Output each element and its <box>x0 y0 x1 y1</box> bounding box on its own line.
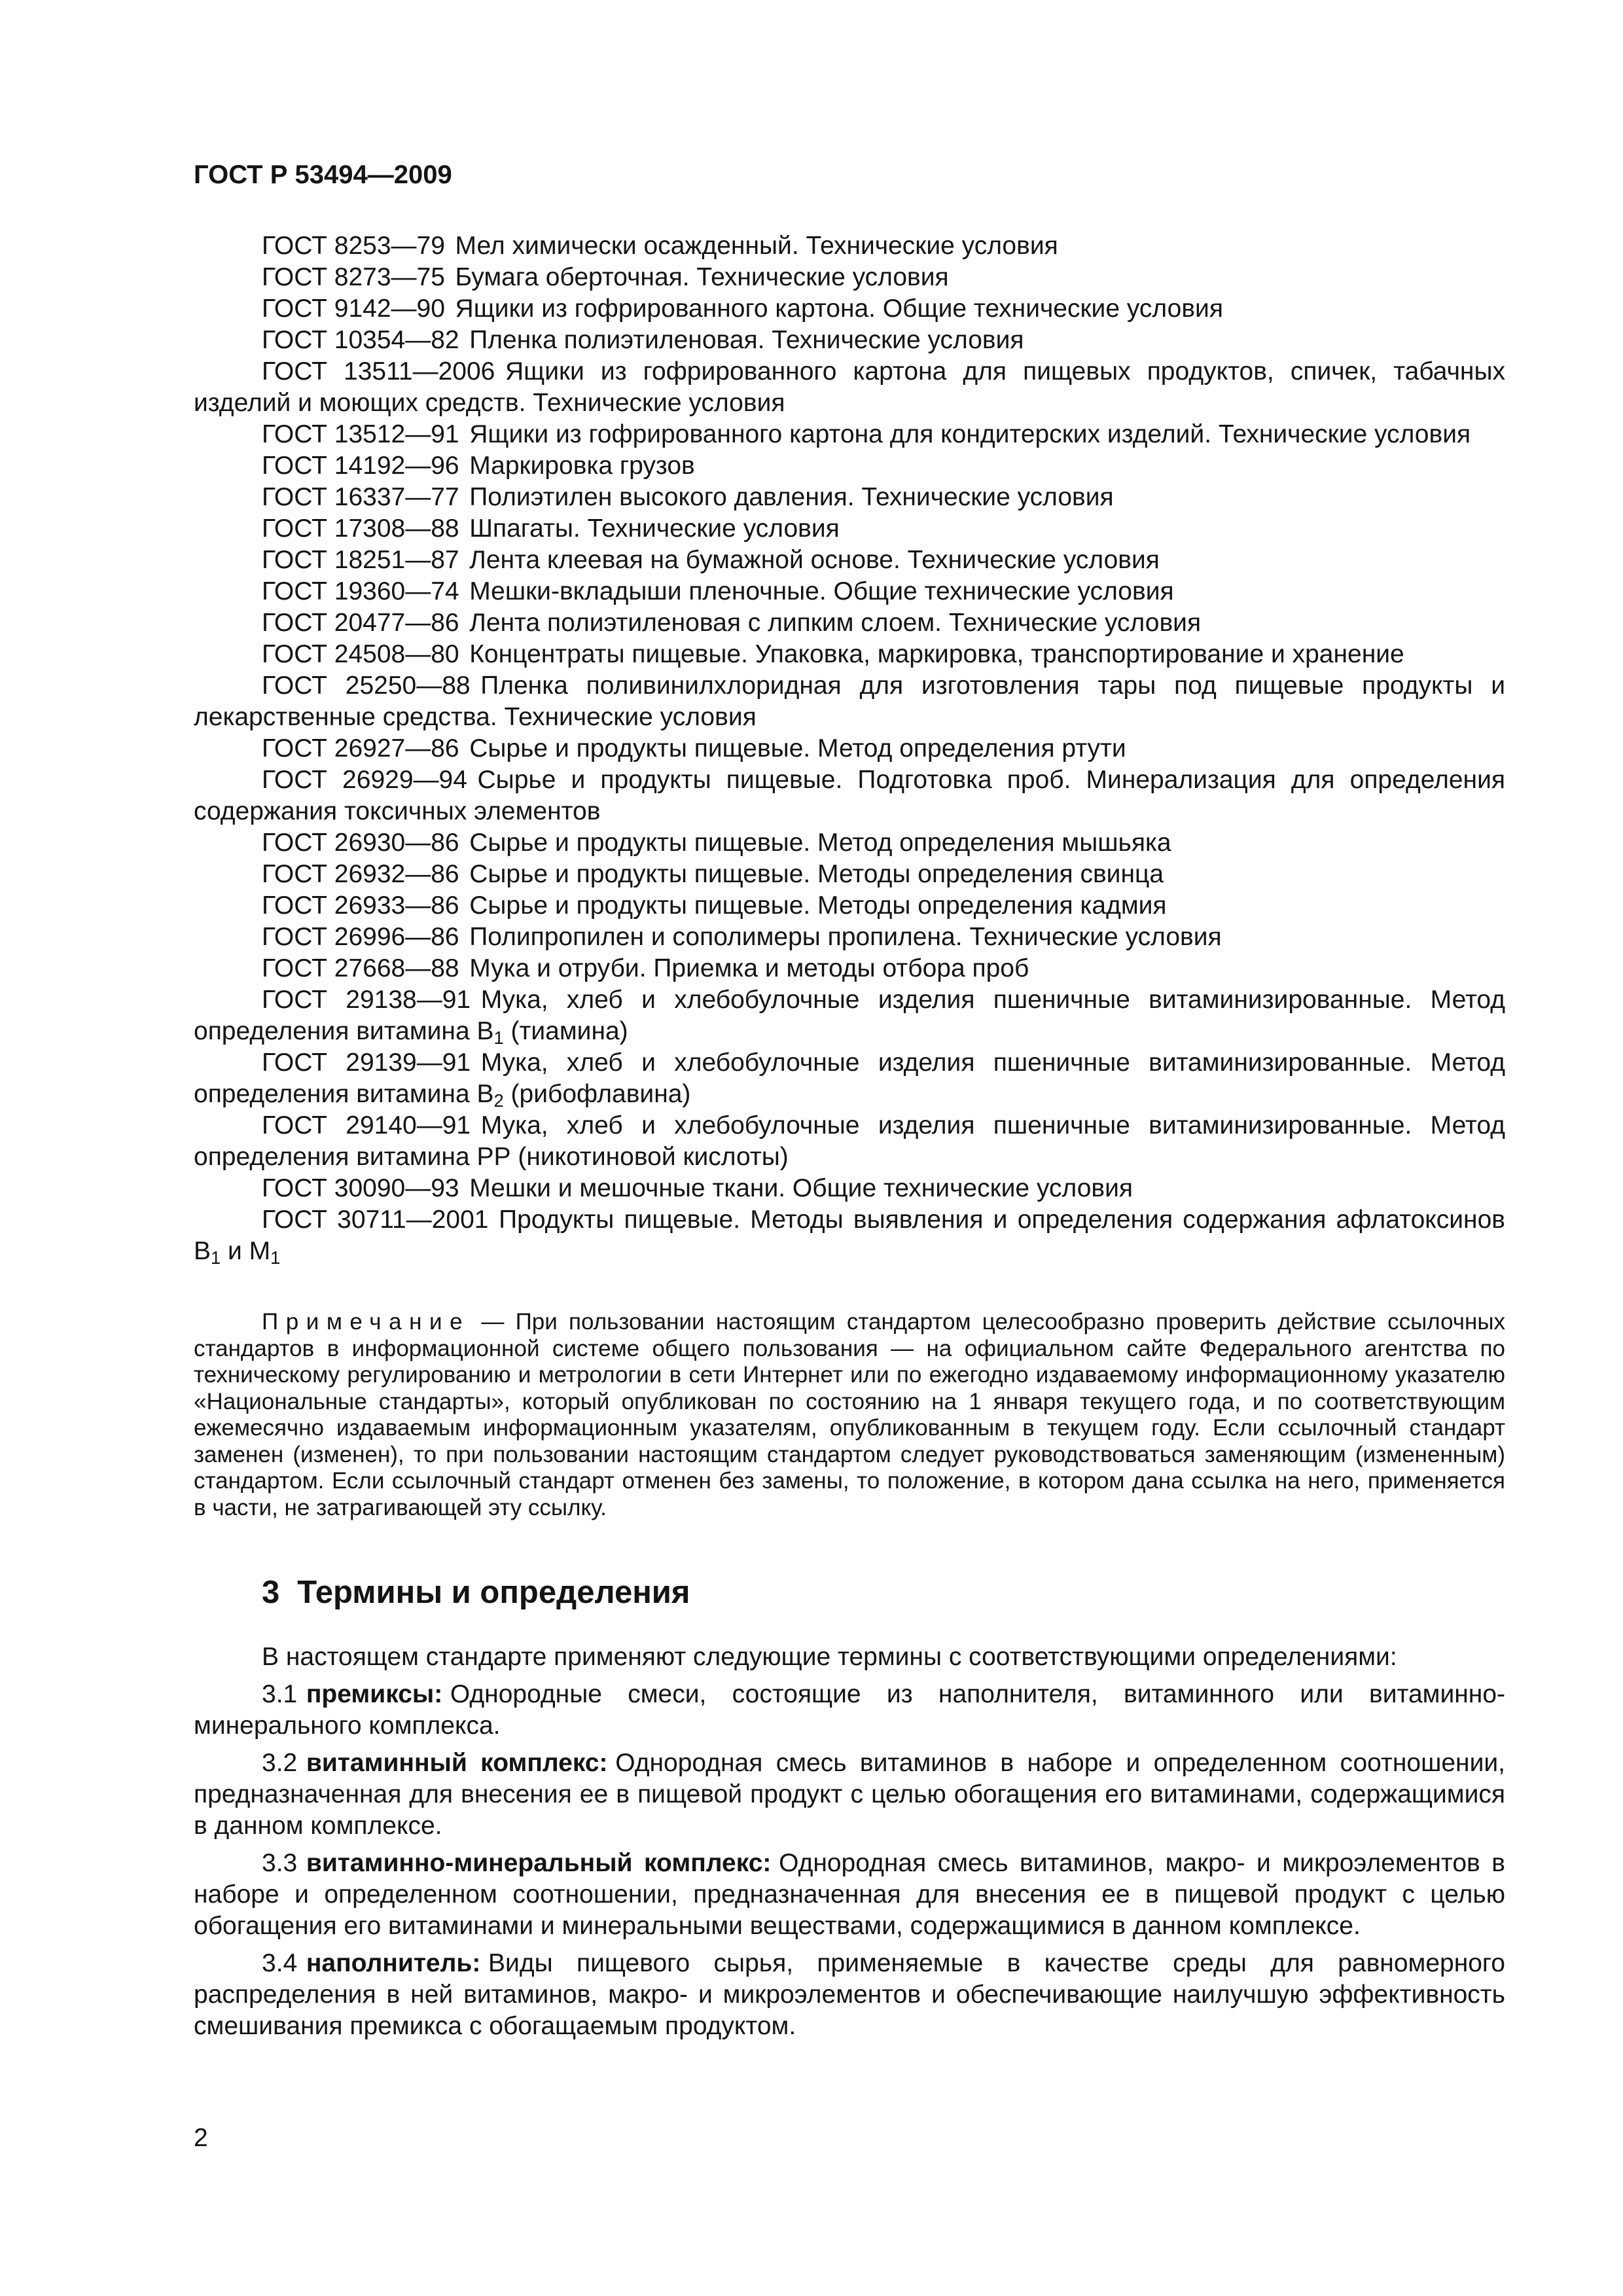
term-number: 3.1 <box>262 1680 298 1708</box>
term-number: 3.4 <box>262 1949 298 1977</box>
reference-title: Пленка полиэтиленовая. Технические условия <box>469 326 1024 354</box>
term-entry <box>194 1948 1505 2042</box>
reference-title-end: (рибофлавина) <box>503 1080 691 1108</box>
term-name: витаминный комплекс: <box>306 1749 608 1777</box>
section-number: 3 <box>262 1575 280 1610</box>
reference-item <box>194 984 1505 1047</box>
reference-item <box>194 325 1505 356</box>
reference-item <box>194 670 1505 733</box>
note-paragraph <box>194 1309 1505 1521</box>
reference-title: Мешки-вкладыши пленочные. Общие технические условия <box>469 577 1174 605</box>
reference-item <box>194 419 1505 450</box>
note-text: — При пользовании настоящим стандартом целесообразно проверить действие ссылочных стандартов в информационной системе общего пользования — на официальном сайте Федерального агентства по техническому регулированию и метрологии в сети Интернет или по ежегодно издаваемому информационному указателю «Национальные стандарты», который опубликован по состоянию на 1 января текущего года, и по соответствующим ежемесячно издаваемым информационным указателям, опубликованным в текущем году. Если ссылочный стандарт заменен (изменен), то при пользовании настоящим стандартом следует руководствоваться заменяющим (измененным) стандартом. Если ссылочный стандарт отменен без замены, то положение, в котором дана ссылка на него, применяется в части, не затрагивающей эту ссылку. <box>194 1309 1505 1520</box>
terms-intro: В настоящем стандарте применяют следующие термины с соответствующими определениями: <box>262 1643 1397 1671</box>
subscript: 1 <box>270 1247 281 1268</box>
reference-code: ГОСТ 17308—88 <box>262 514 459 543</box>
reference-item <box>194 1047 1505 1110</box>
page-number: 2 <box>194 2124 208 2152</box>
reference-title: Мука, хлеб и хлебобулочные изделия пшеничные витаминизированные. Метод определения витамина B <box>194 986 1505 1045</box>
reference-title: Концентраты пищевые. Упаковка, маркировка, транспортирование и хранение <box>469 640 1404 668</box>
term-definition: Виды пищевого сырья, применяемые в качестве среды для равномерного распределения в ней витаминов, макро- и микроэлементов и обеспечивающие наилучшую эффективность смешивания премикса с обогащаемым продуктом. <box>194 1949 1505 2040</box>
reference-code: ГОСТ 26929—94 <box>262 766 467 794</box>
reference-title-end: и M <box>221 1237 271 1265</box>
term-entry <box>194 1679 1505 1742</box>
reference-code: ГОСТ 29140—91 <box>262 1111 471 1139</box>
reference-item <box>194 1204 1505 1267</box>
reference-code: ГОСТ 8273—75 <box>262 263 445 291</box>
reference-title: Ящики из гофрированного картона. Общие технические условия <box>455 295 1223 323</box>
reference-code: ГОСТ 16337—77 <box>262 483 459 511</box>
reference-code: ГОСТ 30090—93 <box>262 1174 459 1202</box>
reference-item <box>194 450 1505 482</box>
reference-code: ГОСТ 18251—87 <box>262 546 459 574</box>
reference-title: Мука, хлеб и хлебобулочные изделия пшеничные витаминизированные. Метод определения витамина B <box>194 1049 1505 1108</box>
reference-code: ГОСТ 20477—86 <box>262 609 459 637</box>
reference-title: Сырье и продукты пищевые. Метод определения ртути <box>469 734 1126 762</box>
reference-code: ГОСТ 13512—91 <box>262 420 459 448</box>
term-entry <box>194 1748 1505 1842</box>
term-name: премиксы: <box>306 1680 443 1708</box>
reference-title: Сырье и продукты пищевые. Методы определения кадмия <box>469 891 1167 920</box>
reference-item <box>194 482 1505 513</box>
reference-item <box>194 262 1505 293</box>
reference-title: Полиэтилен высокого давления. Технические условия <box>469 483 1114 511</box>
reference-item <box>194 230 1505 262</box>
reference-title: Лента полиэтиленовая с липким слоем. Технические условия <box>469 609 1202 637</box>
reference-title: Ящики из гофрированного картона для пищевых продуктов, спичек, табачных изделий и моющих средств. Технические условия <box>194 357 1506 417</box>
reference-item <box>194 922 1505 953</box>
reference-item <box>194 953 1505 984</box>
reference-item <box>194 1173 1505 1204</box>
reference-code: ГОСТ 26933—86 <box>262 891 459 920</box>
term-definition: Однородная смесь витаминов в наборе и определенном соотношении, предназначенная для внесения ее в пищевой продукт с целью обогащения его витаминами, содержащимися в данном комплексе. <box>194 1749 1505 1840</box>
reference-code: ГОСТ 9142—90 <box>262 295 445 323</box>
reference-item <box>194 859 1505 890</box>
reference-item <box>194 827 1505 859</box>
reference-title: Сырье и продукты пищевые. Методы определения свинца <box>469 860 1164 888</box>
term-name: наполнитель: <box>306 1949 481 1977</box>
reference-title: Полипропилен и сополимеры пропилена. Технические условия <box>469 923 1222 951</box>
section-heading <box>262 1574 690 1611</box>
reference-item <box>194 733 1505 764</box>
reference-code: ГОСТ 30711—2001 <box>262 1206 489 1234</box>
reference-code: ГОСТ 26932—86 <box>262 860 459 888</box>
reference-title: Продукты пищевые. Методы выявления и определения содержания афлатоксинов B <box>194 1206 1505 1265</box>
reference-code: ГОСТ 25250—88 <box>262 672 471 700</box>
reference-title: Лента клеевая на бумажной основе. Технические условия <box>469 546 1160 574</box>
reference-item <box>194 890 1505 922</box>
reference-item <box>194 764 1505 827</box>
reference-title: Бумага оберточная. Технические условия <box>455 263 949 291</box>
reference-code: ГОСТ 29139—91 <box>262 1049 471 1077</box>
reference-code: ГОСТ 19360—74 <box>262 577 459 605</box>
reference-title: Мел химически осажденный. Технические условия <box>455 232 1058 260</box>
reference-title: Ящики из гофрированного картона для кондитерских изделий. Технические условия <box>469 420 1471 448</box>
reference-code: ГОСТ 29138—91 <box>262 986 471 1014</box>
reference-title-end: (тиамина) <box>503 1017 628 1045</box>
reference-code: ГОСТ 10354—82 <box>262 326 459 354</box>
reference-code: ГОСТ 14192—96 <box>262 452 459 480</box>
reference-title: Мука и отруби. Приемка и методы отбора проб <box>469 954 1029 982</box>
reference-code: ГОСТ 8253—79 <box>262 232 445 260</box>
term-definition: Однородные смеси, состоящие из наполнителя, витаминного или витаминно-минерального комплекса. <box>194 1680 1505 1740</box>
reference-code: ГОСТ 26927—86 <box>262 734 459 762</box>
term-number: 3.2 <box>262 1749 298 1777</box>
reference-title: Маркировка грузов <box>469 452 695 480</box>
reference-item <box>194 356 1505 419</box>
normative-references-list <box>194 230 1505 1267</box>
reference-title: Мешки и мешочные ткани. Общие технические условия <box>469 1174 1133 1202</box>
note-label: Примечание <box>262 1309 471 1335</box>
term-definition: Однородная смесь витаминов, макро- и микроэлементов в наборе и определенном соотношении, предназначенная для внесения ее в пищевой продукт с целью обогащения его витаминами и минеральными веществами, содержащимися в данном комплексе. <box>194 1849 1505 1940</box>
reference-item <box>194 639 1505 670</box>
subscript: 1 <box>493 1027 504 1048</box>
reference-code: ГОСТ 26930—86 <box>262 829 459 857</box>
term-entry <box>194 1848 1505 1942</box>
reference-code: ГОСТ 13511—2006 <box>262 357 495 386</box>
reference-code: ГОСТ 26996—86 <box>262 923 459 951</box>
subscript: 2 <box>493 1090 504 1111</box>
reference-title: Шпагаты. Технические условия <box>469 514 840 543</box>
page-header: ГОСТ Р 53494—2009 <box>194 160 452 189</box>
reference-item <box>194 607 1505 639</box>
section-title: Термины и определения <box>297 1575 690 1610</box>
reference-title: Пленка поливинилхлоридная для изготовления тары под пищевые продукты и лекарственные средства. Технические условия <box>194 672 1505 731</box>
reference-code: ГОСТ 24508—80 <box>262 640 459 668</box>
reference-title: Сырье и продукты пищевые. Метод определения мышьяка <box>469 829 1171 857</box>
reference-item <box>194 545 1505 576</box>
term-name: витаминно-минеральный комплекс: <box>306 1849 772 1877</box>
reference-item <box>194 576 1505 607</box>
reference-item <box>194 513 1505 545</box>
reference-title: Мука, хлеб и хлебобулочные изделия пшеничные витаминизированные. Метод определения витамина РР (никотиновой кислоты) <box>194 1111 1505 1171</box>
subscript: 1 <box>211 1247 221 1268</box>
reference-item <box>194 1110 1505 1173</box>
term-number: 3.3 <box>262 1849 298 1877</box>
reference-item <box>194 293 1505 325</box>
reference-title: Сырье и продукты пищевые. Подготовка проб. Минерализация для определения содержания токсичных элементов <box>194 766 1505 825</box>
reference-code: ГОСТ 27668—88 <box>262 954 459 982</box>
terms-list <box>194 1641 1505 2048</box>
